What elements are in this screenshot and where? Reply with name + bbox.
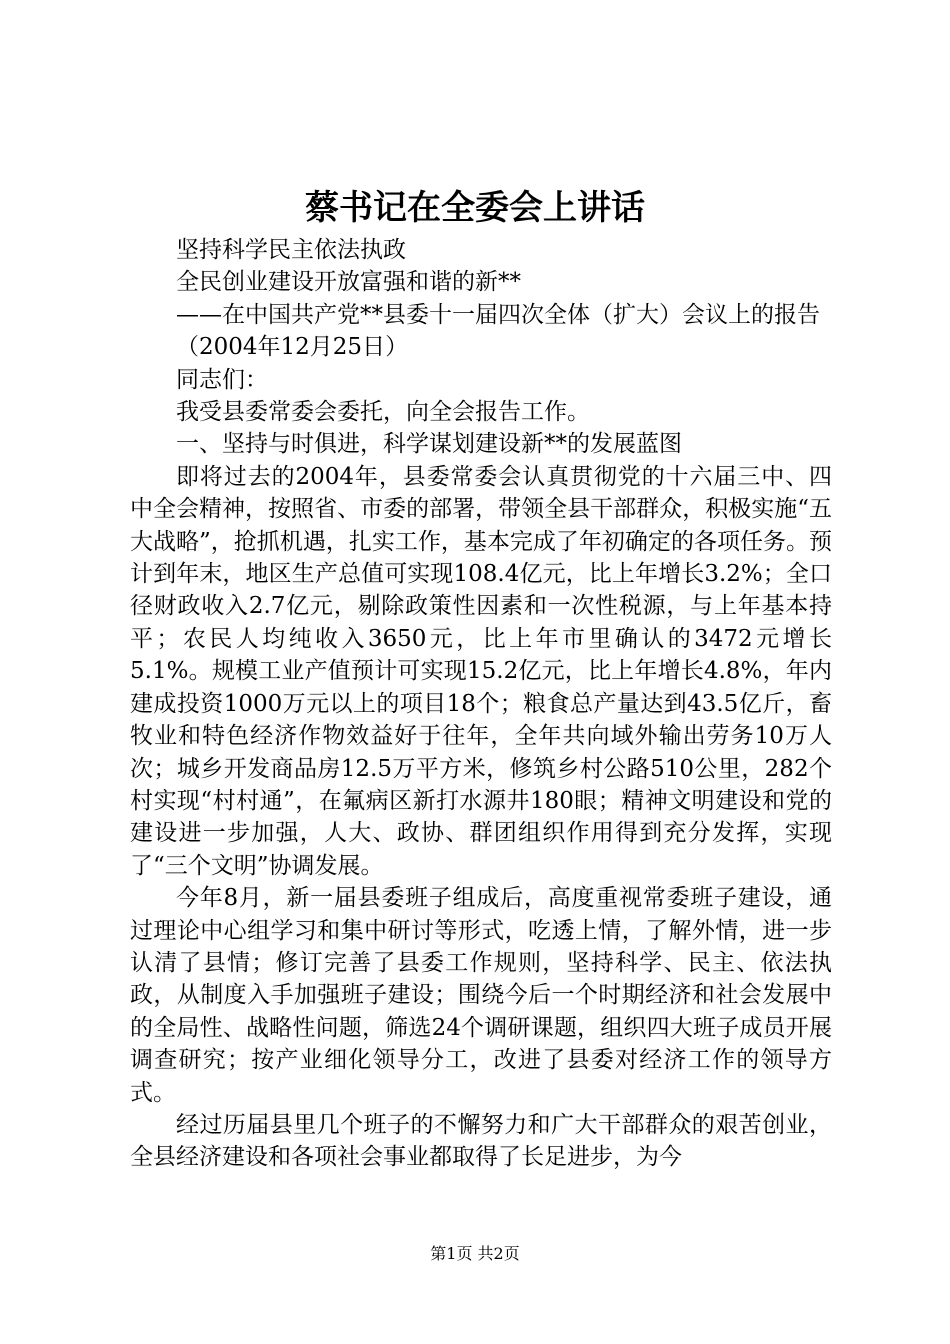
subtitle-line-2: 全民创业建设开放富强和谐的新** [176, 269, 521, 296]
report-date: （2004年12月25日） [176, 334, 409, 361]
body-paragraph: 即将过去的2004年，县委常委会认真贯彻党的十六届三中、四中全会精神，按照省、市委的部署，带领全县干部群众，积极实施“五大战略”，抢抓机遇，扎实工作，基本完成了年初确定的各项任务。预计到年末，地区生产总值可实现108.4亿元，比上年增长3.2%；全口径财政收入2.7亿元，剔除政策性因素和一次性税源，与上年基本持平；农民人均纯收入3650元，比上年市里确认的3472元增长5.1%。规模工业产值预计可实现15.2亿元，比上年增长4.8%，年内建成投资1000万元以上的项目18个；粮食总产量达到43.5亿斤，畜牧业和特色经济作物效益好于往年，全年共向域外输出劳务10万人次；城乡开发商品房12.5万平方米，修筑乡村公路510公里，282个村实现“村村通”，在氟病区新打水源井180眼；精神文明建设和党的建设进一步加强，人大、政协、群团组织作用得到充分发挥，实现了“三个文明”协调发展。 [130, 463, 832, 879]
salutation: 同志们： [176, 366, 268, 393]
body-paragraph: 今年8月，新一届县委班子组成后，高度重视常委班子建设，通过理论中心组学习和集中研讨等形式，吃透上情，了解外情，进一步认清了县情；修订完善了县委工作规则，坚持科学、民主、依法执政，从制度入手加强班子建设；围绕今后一个时期经济和社会发展中的全局性、战略性问题，筛选24个调研课题，组织四大班子成员开展调查研究；按产业细化领导分工，改进了县委对经济工作的领导方式。 [130, 885, 832, 1106]
subtitle-line-1: 坚持科学民主依法执政 [176, 237, 406, 263]
document-title: 蔡书记在全委会上讲话 [305, 188, 645, 228]
page-number-footer: 第1页 共2页 [430, 1244, 520, 1263]
report-subtitle: ——在中国共产党**县委十一届四次全体（扩大）会议上的报告 [176, 301, 820, 328]
document-body [130, 234, 832, 1174]
body-paragraph: 我受县委常委会委托，向全会报告工作。 [176, 399, 590, 426]
body-paragraph: 经过历届县里几个班子的不懈努力和广大干部群众的艰苦创业，全县经济建设和各项社会事业都取得了长足进步，为今 [130, 1111, 832, 1171]
section-heading: 一、坚持与时俱进，科学谋划建设新**的发展蓝图 [176, 431, 682, 458]
